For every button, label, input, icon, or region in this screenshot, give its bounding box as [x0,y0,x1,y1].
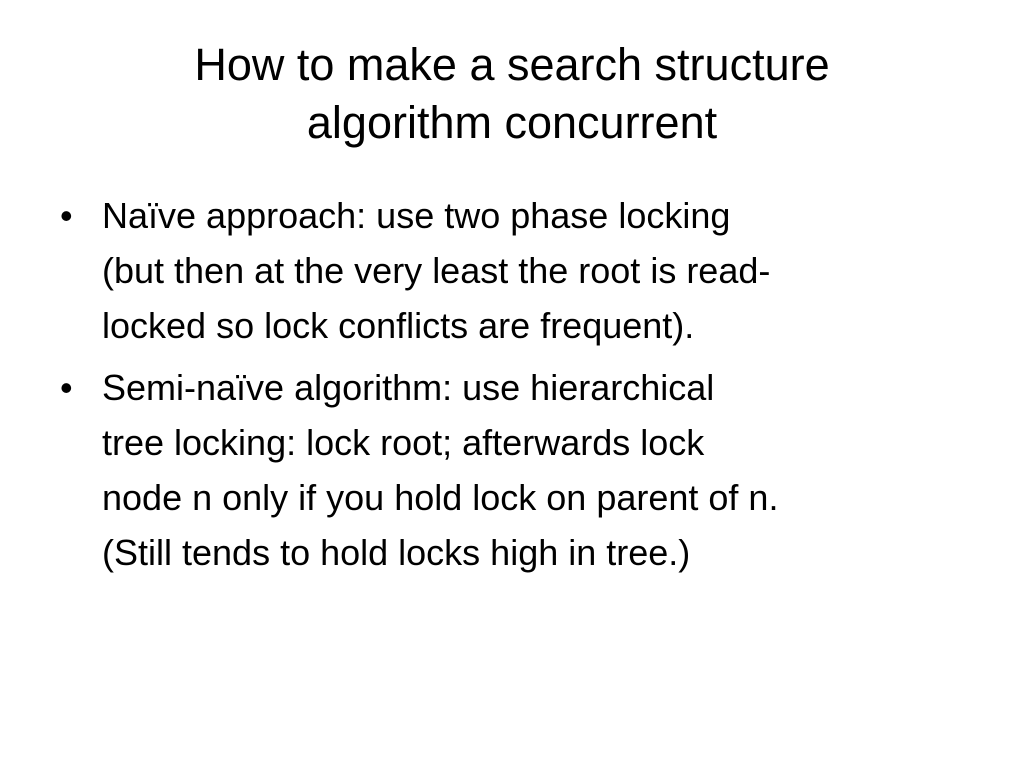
bullet-line: node n only if you hold lock on parent of n. [102,477,779,518]
bullet-line: (Still tends to hold locks high in tree.) [102,532,691,573]
bullet-text [102,188,970,353]
bullet-line: locked so lock conflicts are frequent). [102,305,695,346]
bullet-line: (but then at the very least the root is read- [102,250,771,291]
bullet-item [60,360,970,580]
bullet-item [60,188,970,353]
bullet-text [102,360,970,580]
slide-title [40,36,984,152]
bullet-line: tree locking: lock root; afterwards lock [102,422,705,463]
slide-title-line: algorithm concurrent [306,97,718,148]
bullet-dot-icon: • [60,195,73,236]
slide-title-line: How to make a search structure [194,39,830,90]
bullet-list [60,188,970,587]
bullet-line: Semi-naïve algorithm: use hierarchical [102,367,715,408]
bullet-dot-icon: • [60,367,73,408]
bullet-line: Naïve approach: use two phase locking [102,195,731,236]
